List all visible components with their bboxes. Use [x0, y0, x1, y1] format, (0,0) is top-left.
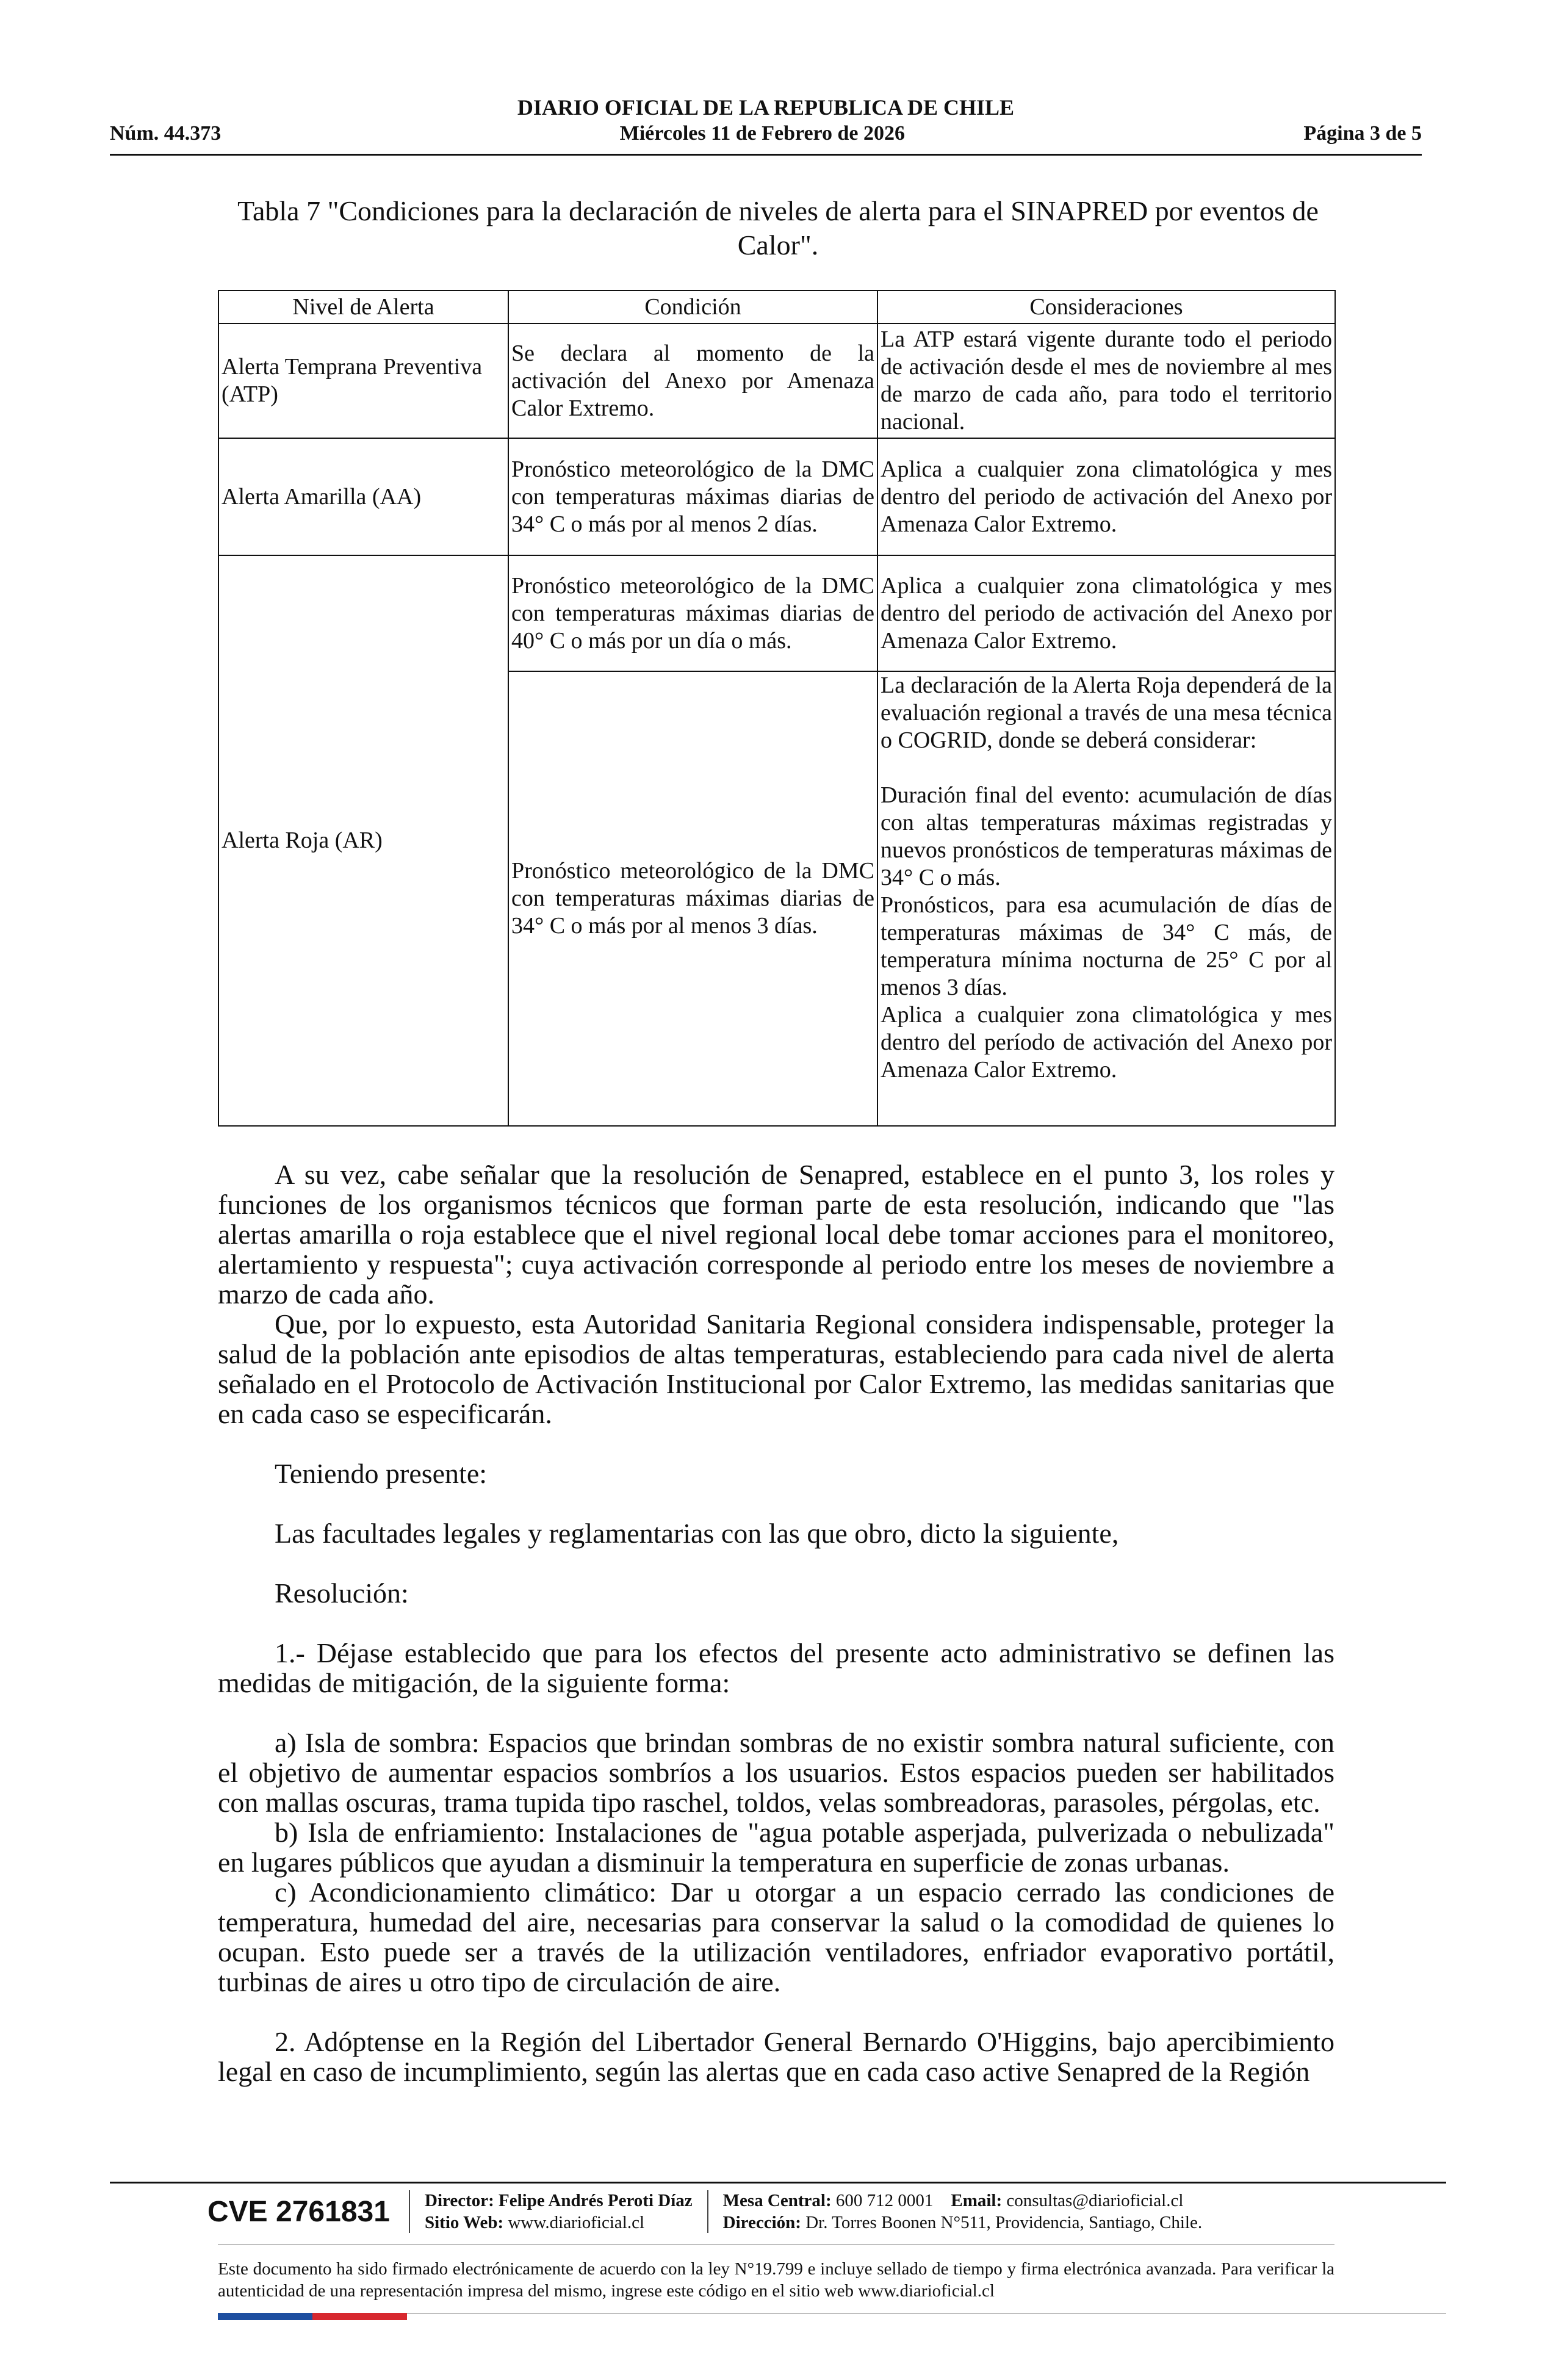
header-level: Nivel de Alerta: [218, 290, 508, 323]
paragraph-resolution-heading: Resolución:: [275, 1578, 409, 1609]
address: Dr. Torres Boonen N°511, Providencia, Santiago, Chile.: [805, 2213, 1203, 2232]
table-row: [218, 555, 1335, 671]
table-header-row: [218, 290, 1335, 323]
resolution-body: [218, 1159, 1334, 2086]
flag-bar-red: [312, 2313, 407, 2320]
aa-level: Alerta Amarilla (AA): [218, 438, 508, 555]
footer-info: [207, 2183, 1355, 2240]
issue-number: Núm. 44.373: [110, 122, 222, 145]
paragraph-climate-conditioning: c) Acondicionamiento climático: Dar u otorgar a un espacio cerrado las condiciones de temperatura, humedad del aire, necesarias para conservar la salud o la comodidad de quienes lo ocupan. Esto puede ser a través de la utilización ventiladores, enfriador evaporativo portátil, turbinas de aires u otro tipo de circulación de aire.: [218, 1877, 1334, 1997]
aa-consideration: Aplica a cualquier zona climatológica y mes dentro del periodo de activación del Anexo por Amenaza Calor Extremo.: [877, 438, 1335, 555]
header-considerations: Consideraciones: [877, 290, 1335, 323]
ar-consideration-1: Aplica a cualquier zona climatológica y mes dentro del periodo de activación del Anexo por Amenaza Calor Extremo.: [877, 555, 1335, 671]
ar-consideration-2c: Pronósticos, para esa acumulación de días de temperaturas máximas de 34° C más, de temperatura mínima nocturna de 25° C por al menos 3 días.: [881, 892, 1332, 1000]
legal-notice: Este documento ha sido firmado electrónicamente de acuerdo con la ley N°19.799 e incluye sellado de tiempo y firma electrónica avanzada. Para verificar la autenticidad de una representación impresa del mismo, ingrese este código en el sitio web www.diarioficial.cl: [218, 2259, 1334, 2301]
table-row: [218, 323, 1335, 438]
ar-level: Alerta Roja (AR): [218, 555, 508, 1126]
aa-condition: Pronóstico meteorológico de la DMC con temperaturas máximas diarias de 34° C o más por al menos 2 días.: [508, 438, 877, 555]
footer-separator: [409, 2190, 410, 2233]
paragraph-shade-island: a) Isla de sombra: Espacios que brindan sombras de no existir sombra natural suficiente, con el objetivo de aumentar espacios sombríos a los usuarios. Estos espacios pueden ser habilitados con mallas oscuras, trama tupida tipo raschel, toldos, velas sombreadoras, parasoles, pérgolas, etc.: [218, 1727, 1334, 1818]
email-link[interactable]: consultas@diarioficial.cl: [1006, 2191, 1184, 2210]
paragraph-item-1: 1.- Déjase establecido que para los efectos del presente acto administrativo se definen las medidas de mitigación, de la siguiente forma:: [218, 1637, 1334, 1698]
header-row: [110, 122, 1422, 145]
issue-date: Miércoles 11 de Febrero de 2026: [619, 122, 906, 145]
flag-bar-blue: [218, 2313, 312, 2320]
director-name: Felipe Andrés Peroti Díaz: [499, 2191, 693, 2210]
ar-consideration-2a: La declaración de la Alerta Roja dependerá de la evaluación regional a través de una mesa técnica o COGRID, donde se deberá considerar:: [881, 673, 1332, 753]
ar-consideration-2d: Aplica a cualquier zona climatológica y mes dentro del período de activación del Anexo por Amenaza Calor Extremo.: [881, 1002, 1332, 1083]
header-condition: Condición: [508, 290, 877, 323]
paragraph-legal-powers: Las facultades legales y reglamentarias con las que obro, dicto la siguiente,: [275, 1518, 1119, 1549]
footer-contact-block: Mesa Central: 600 712 0001 Email: consultas@diarioficial.cl Dirección: Dr. Torres Boonen N°511, Providencia, Santiago, Chile.: [722, 2191, 1203, 2232]
footer-director-block: Director: Felipe Andrés Peroti Díaz Sitio Web: www.diarioficial.cl: [425, 2191, 693, 2232]
desk-phone: 600 712 0001: [835, 2191, 934, 2210]
paragraph-health-authority: Que, por lo expuesto, esta Autoridad Sanitaria Regional considera indispensable, proteger la salud de la población ante episodios de altas temperaturas, estableciendo para cada nivel de alerta señalado en el Protocolo de Activación Institucional por Calor Extremo, las medidas sanitarias que en cada caso se especificarán.: [218, 1308, 1334, 1429]
page-number: Página 3 de 5: [1303, 122, 1422, 145]
table-row: [218, 438, 1335, 555]
cve-code: CVE 2761831: [207, 2195, 390, 2228]
ar-consideration-2: [877, 671, 1335, 1126]
paragraph-item-2: 2. Adóptense en la Región del Libertador General Bernardo O'Higgins, bajo apercibimiento legal en caso de incumplimiento, según las alertas que en cada caso active Senapred de la Región: [218, 2026, 1334, 2087]
footer-separator: [707, 2190, 708, 2233]
atp-consideration: La ATP estará vigente durante todo el periodo de activación desde el mes de noviembre al mes de marzo de cada año, para todo el territorio nacional.: [877, 323, 1335, 438]
ar-condition-2: Pronóstico meteorológico de la DMC con temperaturas máximas diarias de 34° C o más por al menos 3 días.: [508, 671, 877, 1126]
site-link[interactable]: www.diarioficial.cl: [508, 2213, 645, 2232]
ar-condition-1: Pronóstico meteorológico de la DMC con temperaturas máximas diarias de 40° C o más por un día o más.: [508, 555, 877, 671]
paragraph-cooling-island: b) Isla de enfriamiento: Instalaciones de "agua potable asperjada, pulverizada o nebulizada" en lugares públicos que ayudan a disminuir la temperatura en superficie de zonas urbanas.: [218, 1817, 1334, 1878]
atp-condition: Se declara al momento de la activación del Anexo por Amenaza Calor Extremo.: [508, 323, 877, 438]
header-divider: [110, 154, 1422, 156]
paragraph-senapred-roles: A su vez, cabe señalar que la resolución de Senapred, establece en el punto 3, los roles y funciones de los organismos técnicos que forman parte de esta resolución, indicando que "las alertas amarilla o roja establece que el nivel regional local debe tomar acciones para el monitoreo, alertamiento y respuesta"; cuya activación corresponde al periodo entre los meses de noviembre a marzo de cada año.: [218, 1159, 1334, 1310]
ar-consideration-2b: Duración final del evento: acumulación de días con altas temperaturas máximas registradas y nuevos pronósticos de temperaturas máximas de 34° C o más.: [881, 782, 1332, 890]
paragraph-considering: Teniendo presente:: [275, 1458, 488, 1489]
atp-level: Alerta Temprana Preventiva (ATP): [218, 323, 508, 438]
table-caption: Tabla 7 "Condiciones para la declaración de niveles de alerta para el SINAPRED por eventos de Calor".: [237, 195, 1319, 261]
alert-levels-table: [218, 290, 1336, 1127]
publication-title: DIARIO OFICIAL DE LA REPUBLICA DE CHILE: [517, 95, 1015, 120]
